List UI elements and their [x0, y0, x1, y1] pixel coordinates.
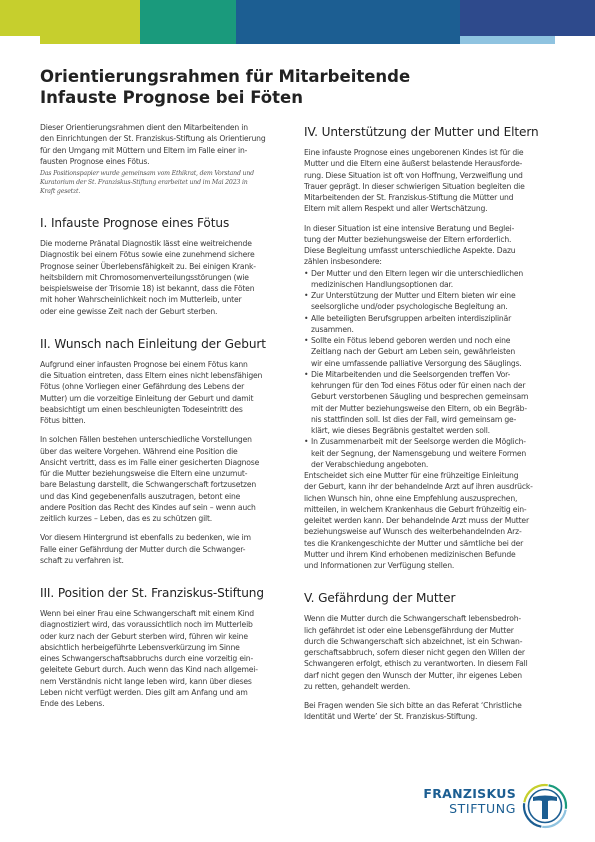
section-4-heading: IV. Unterstützung der Mutter und Eltern: [304, 125, 539, 139]
band-segment-blue: [236, 0, 460, 36]
list-item: • Die Mitarbeitenden und die Seelsorgenden treffen Vor- kehrungen für den Tod eines Fötus oder für einen nach der Geburt verstorbenen Säugling und besprechen gemeinsam mit der Mutter beziehungsweise den Eltern, ob ein Begräb- nis stattfinden soll. Ist dies der Fall, wird gemeinsam ge- klärt, wie dieses Begräbnis gestaltet werden soll.: [304, 369, 551, 437]
section-5-paragraph-2: Bei Fragen wenden Sie sich bitte an das Referat ‘Christliche Identität und Werte’ der St. Franziskus-Stiftung.: [304, 701, 522, 722]
section-2-paragraph-3: Vor diesem Hintergrund ist ebenfalls zu bedenken, wie im Falle einer Gefährdung der Mutter durch die Schwanger- schaft zu verfahren ist.: [40, 533, 251, 565]
section-4-list: [304, 268, 551, 471]
left-column: [40, 122, 287, 709]
section-3-paragraph: Wenn bei einer Frau eine Schwangerschaft mit einem Kind diagnostiziert wird, das voraussichtlich noch im Mutterleib oder kurz nach der Geburt sterben wird, führen wir keine absichtlich herbeigeführte Lebensverkürzung im Sinne eines Schwangerschaftsabbruchs durch eine vorzeitig ein- geleitete Geburt durch. Auch wenn das Kind nach allgemei- nem Verständnis nicht lange leben wird, kann über dieses Leben nicht verfügt werden. Dies gilt am Anfang und am Ende des Lebens.: [40, 609, 258, 708]
band-segment-lime: [0, 0, 140, 36]
list-item: • Sollte ein Fötus lebend geboren werden und noch eine Zeitlang nach der Geburt am Leben sein, gewährleisten wir eine umfassende palliative Versorgung des Säuglings.: [304, 335, 551, 369]
section-4-paragraph-2: In dieser Situation ist eine intensive Beratung und Beglei- tung der Mutter beziehungsweise der Eltern erforderlich. Diese Begleitung umfasst unterschiedliche Aspekte. Dazu zählen insbesondere:: [304, 223, 516, 267]
section-3-heading: III. Position der St. Franziskus-Stiftung: [40, 586, 264, 600]
section-1-heading: I. Infauste Prognose eines Fötus: [40, 216, 230, 230]
right-column: [304, 124, 551, 723]
section-4-paragraph-1: Eine infauste Prognose eines ungeborenen Kindes ist für die Mutter und die Eltern eine äußerst belastende Herausforde- rung. Diese Situation ist oft von Hoffnung, Verzweiflung und Trauer geprägt. In dieser schwierigen Situation begleiten die Mitarbeitenden der St. Franziskus-Stiftung die Mütter und Eltern mit allem Respekt und aller Wertschätzung.: [304, 148, 525, 214]
section-2-paragraph-1: Aufgrund einer infausten Prognose bei einem Fötus kann die Situation eintreten, dass Eltern eines nicht lebensfähigen Fötus (ohne Vorliegen einer Gefährdung des Lebens der Mutter) um die vorzeitige Einleitung der Geburt und damit beabsichtigt um einen beschleunigten Todeseintritt des Fötus bitten.: [40, 359, 263, 425]
franziskus-stiftung-logo: [423, 783, 568, 831]
band-underline-lime: [40, 36, 140, 44]
title-line-2: Infauste Prognose bei Föten: [40, 88, 303, 107]
list-item: • In Zusammenarbeit mit der Seelsorge werden die Möglich- keit der Segnung, der Namensgebung und weitere Formen der Verabschiedung angeboten.: [304, 436, 551, 470]
band-segment-green: [140, 0, 236, 36]
section-5-heading: V. Gefährdung der Mutter: [304, 591, 456, 606]
section-2-heading: II. Wunsch nach Einleitung der Geburt: [40, 336, 266, 351]
tau-cross-icon: [522, 783, 568, 829]
band-underline-blue: [236, 36, 460, 44]
logo-text-stiftung: STIFTUNG: [449, 801, 516, 816]
list-item: • Der Mutter und den Eltern legen wir die unterschiedlichen medizinischen Handlungsoptionen dar.: [304, 268, 551, 291]
title-line-1: Orientierungsrahmen für Mitarbeitende: [40, 67, 411, 86]
section-5-paragraph-1: Wenn die Mutter durch die Schwangerschaft lebensbedroh- lich gefährdet ist oder eine Lebensgefährdung der Mutter durch die Schwangerschaft sich abzeichnet, ist ein Schwan- gerschaftsabbruch, sofern dieser nicht gegen den Willen der Schwangeren erfolgt, ethisch zu verantworten. In diesem Fall darf nicht gegen den Wunsch der Mutter, ihr eigenes Leben zu retten, gehandelt werden.: [304, 614, 528, 691]
header-color-band: [0, 0, 595, 44]
band-segment-navy: [460, 0, 595, 36]
section-1-paragraph: Die moderne Pränatal Diagnostik lässt eine weitreichende Diagnostik bei einem Fötus sowie eine zunehmend sichere Prognose seiner Überlebensfähigkeit zu. Bei einigen Krank- heitsbildern mit Chromosomenverteilungsstörungen (wie beispielsweise der Trisomie 18) ist bekannt, dass die Föten mit hoher Wahrscheinlichkeit noch im Mutterleib, unter oder eine gewisse Zeit nach der Geburt sterben.: [40, 239, 256, 316]
logo-text-franziskus: FRANZISKUS: [423, 786, 516, 801]
document-title: [40, 66, 560, 108]
section-4-paragraph-3: Entscheidet sich eine Mutter für eine frühzeitige Einleitung der Geburt, kann ihr der behandelnde Arzt auf ihren ausdrück- lichen Wunsch hin, ohne eine Empfehlung auszusprechen, mitteilen, in welchem Krankenhaus die Geburt frühzeitig ein- geleitet werden kann. Der behandelnde Arzt muss der Mutter beziehungsweise auf Wunsch des weiterbehandelnden Arz- tes die Krankengeschichte der Mutter und sämtliche bei der Mutter und ihrem Kind erhobenen medizinischen Befunde und Informationen zur Verfügung stellen.: [304, 471, 533, 570]
list-item: • Zur Unterstützung der Mutter und Eltern bieten wir eine seelsorgliche und/oder psychologische Begleitung an.: [304, 290, 551, 313]
band-underline-light-blue: [460, 36, 555, 44]
intro-paragraph: Dieser Orientierungsrahmen dient den Mitarbeitenden in den Einrichtungen der St. Franziskus-Stiftung als Orientierung für den Umgang mit Müttern und Eltern im Falle einer in- fausten Prognose eines Fötus.: [40, 123, 266, 166]
band-underline-green: [140, 36, 236, 44]
list-item: • Alle beteiligten Berufsgruppen arbeiten interdisziplinär zusammen.: [304, 313, 551, 336]
intro-note: Das Positionspapier wurde gemeinsam vom Ethikrat, dem Vorstand und Kuratorium der St. Franziskus-Stiftung erarbeitet und im Mai 2023 in Kraft gesetzt.: [40, 170, 254, 195]
section-2-paragraph-2: In solchen Fällen bestehen unterschiedliche Vorstellungen über das weitere Vorgehen. Während eine Position die Ansicht vertritt, dass es im Falle einer gesicherten Diagnose für die Mutter beziehungsweise die Eltern eine unzumut- bare Belastung darstellt, die Schwangerschaft fortzusetzen und das Kind gegebenenfalls auszutragen, betont eine andere Position das Recht des Kindes auf sein – wenn auch zeitlich kurzes – Leben, das es zu schützen gilt.: [40, 435, 260, 523]
